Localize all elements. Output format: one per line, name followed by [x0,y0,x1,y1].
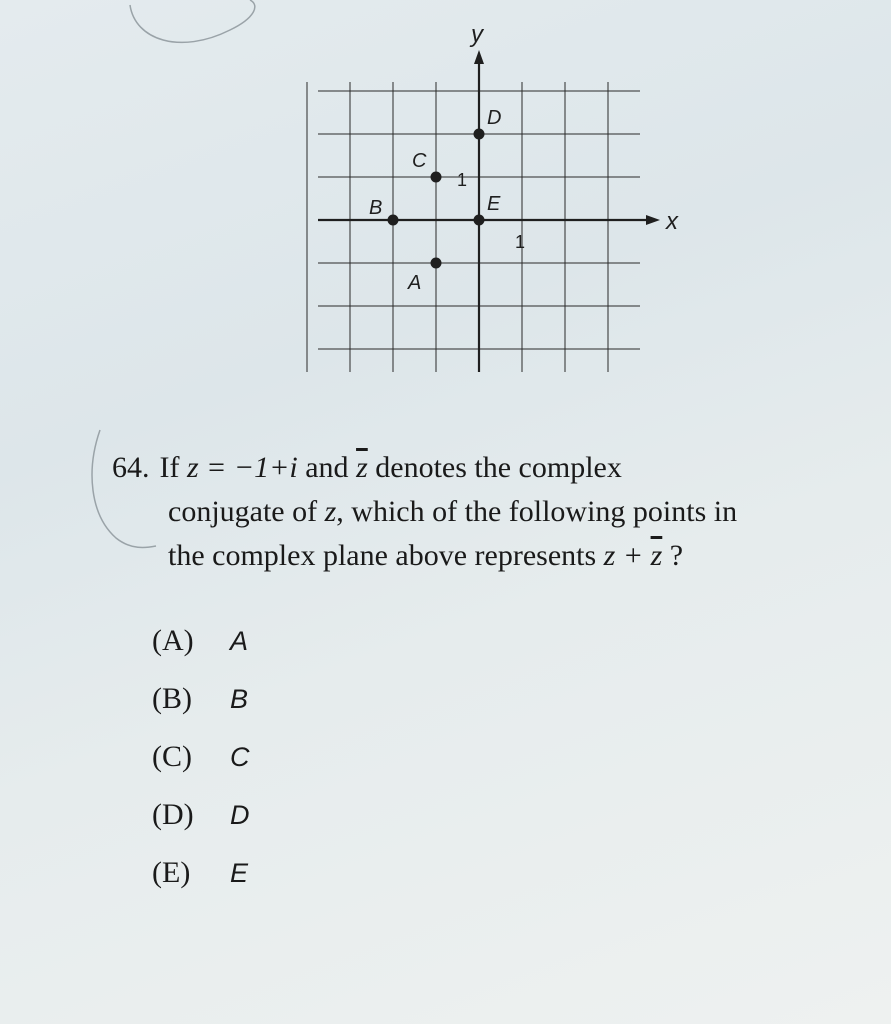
question-text: denotes the complex [367,451,622,484]
question-line-1 [112,446,882,490]
question-line-3 [168,534,882,578]
question-number: 64. [112,451,150,484]
choice-value: A [230,626,249,656]
choice-letter: (B) [152,682,192,715]
choice-d[interactable] [152,786,250,844]
tick-label-y: 1 [457,170,468,190]
pen-scribble-top [120,0,280,60]
point-label-d: D [487,107,502,129]
y-axis-arrow [474,50,484,64]
z-definition: z = −1+i [186,451,298,484]
question-text: , which of the following points in [336,495,738,528]
point-label-e: E [487,193,501,215]
choice-e[interactable] [152,844,250,902]
choice-letter: (A) [152,624,194,657]
question-line-2 [168,490,882,534]
choice-a[interactable] [152,612,250,670]
choice-letter: (E) [152,856,191,889]
choice-value: D [230,800,250,830]
point-b [388,215,399,226]
choice-b[interactable] [152,670,250,728]
point-e [474,215,485,226]
question-text: conjugate of [168,495,325,528]
point-label-c: C [412,150,427,172]
point-c [431,172,442,183]
choice-value: E [230,858,249,888]
z-conjugate-symbol: $\overline{z}$ [356,451,368,484]
question-text: ? [662,539,684,572]
choice-letter: (C) [152,740,192,773]
sum-z-conjugate: $\overline{z}$ [650,539,663,572]
choice-c[interactable] [152,728,250,786]
answer-choices [152,612,250,902]
choice-letter: (D) [152,798,194,831]
tick-label-x: 1 [515,232,526,252]
question-text: the complex plane above represents [168,539,604,572]
choice-value: C [230,742,250,772]
point-a [431,258,442,269]
question-text: and [297,451,357,484]
x-axis-arrow [646,215,660,225]
question-text: If [159,451,187,484]
complex-plane-figure [300,20,700,380]
point-label-a: A [408,272,422,294]
question-64 [112,446,882,578]
point-label-b: B [369,197,383,219]
complex-plane-svg [300,20,700,380]
sum-z: z + [603,539,651,572]
x-axis-label: x [666,208,678,235]
choice-value: B [230,684,249,714]
point-d [474,129,485,140]
z-variable: z [324,495,337,528]
y-axis-label: y [471,21,483,48]
